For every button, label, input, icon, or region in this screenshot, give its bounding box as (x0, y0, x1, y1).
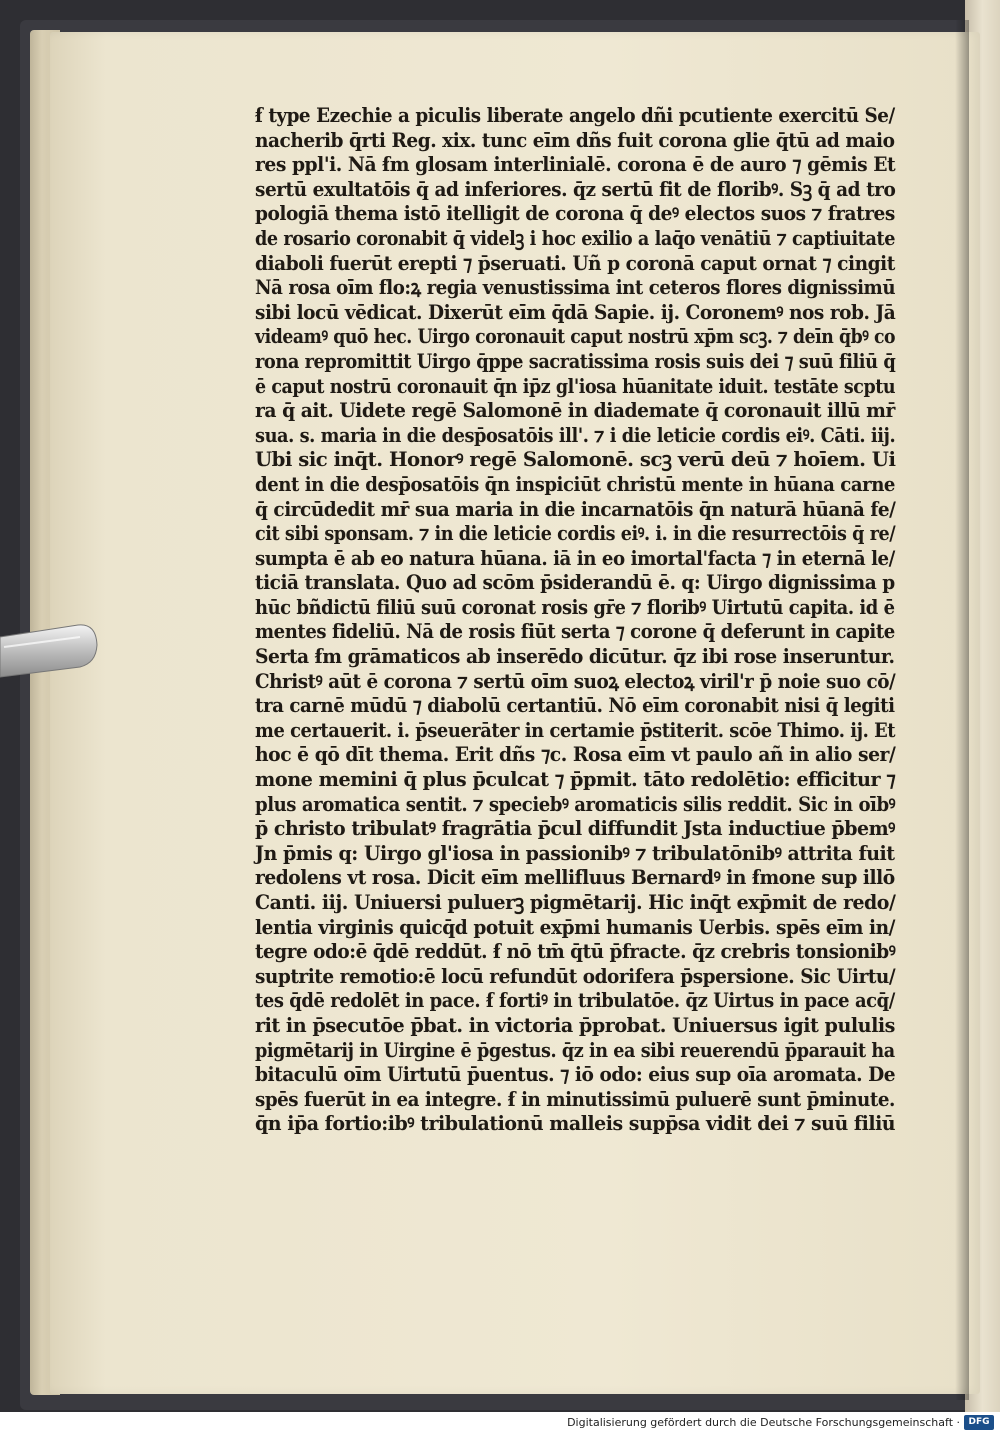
text-line: sua. s. maria in die desp̄osatōis ill'. ⁊ i die leticie cordis eiꝰ. Cāti. iij. (255, 422, 896, 447)
text-line: Christꝰ aūt ē corona ⁊ sertū oīm suoꝝ electoꝝ viril'r p̄ noie suo cō/ (255, 668, 896, 693)
printed-text-block (255, 103, 905, 1136)
text-line: videamꝰ quō hec. Uirgo coronauit caput nostrū xp̄m scꝫ. ⁊ deīn q̄bꝰ co (255, 324, 896, 349)
text-line: p̄ christo tribulatꝰ fragrātia p̄cul diffundit Jsta inductiue p̄bemꝰ (255, 816, 895, 841)
text-line: suptrite remotio:ē locū refundūt odorifera p̄spersione. Sic Uirtu/ (255, 963, 896, 988)
text-line: ra q̄ ait. Uidete regē Salomonē in diademate q̄ coronauit illū mr̄ (255, 398, 895, 423)
text-line: mone memini q̄ plus p̄culcat ⁊ p̄pmit. tāto redolētio: efficitur ⁊ (255, 767, 896, 792)
text-line: tra carnē mūdū ⁊ diabolū certantiū. Nō eīm coronabit nisi q̄ legiti (255, 693, 895, 718)
text-line: Nā rosa oīm flo:ꝝ regia venustissima int ceteros flores dignissimū (255, 275, 896, 300)
text-line: sertū exultatōis q̄ ad inferiores. q̄z sertū fit de floribꝰ. Sꝫ q̄ ad tro (255, 176, 896, 201)
text-line: ticiā translata. Quo ad scōm p̄siderandū ē. q: Uirgo dignissima p (255, 570, 895, 595)
text-line: tes q̄dē redolēt in pace. ẜ fortiꝰ in tribulatōe. q̄z Uirtus in pace acq̄/ (255, 988, 895, 1013)
text-line: sibi locū vēdicat. Dixerūt eīm q̄dā Sapie. ij. Coronemꝰ nos rob. Jā (255, 299, 896, 324)
page-clip-icon (0, 617, 98, 679)
text-line: bitaculū oīm Uirtutū p̄uentus. ⁊ iō odo: eius sup oīa aromata. De (255, 1062, 896, 1087)
text-line: mentes fideliū. Nā de rosis fiūt serta ⁊ corone q̄ deferunt in capite (255, 619, 895, 644)
text-line: res ppl'i. Nā ẜm glosam interlinialē. corona ē de auro ⁊ gēmis Et (255, 152, 896, 177)
text-line: rit in p̄secutōe p̄bat. in victoria p̄probat. Uniuersus igit pululis (255, 1012, 895, 1037)
text-line: lentia virginis quicq̄d potuit exp̄mi humanis Uerbis. spēs eīm in/ (255, 914, 895, 939)
text-line: de rosario coronabit q̄ videlꝫ i hoc exilio a laq̄o venātiū ⁊ captiuitate (255, 225, 895, 250)
text-line: q̄n ip̄a fortio:ibꝰ tribulationū malleis supp̄sa vidit dei ⁊ suū filiū (255, 1111, 896, 1136)
dfg-logo-icon: DFG (964, 1415, 994, 1430)
text-line: spēs fuerūt in ea integre. ẜ in minutissimū puluerē sunt p̄minute. (255, 1086, 895, 1111)
text-line: hoc ē qō dīt thema. Erit dñs ⁊c. Rosa eīm vt paulo añ in alio ser/ (255, 742, 896, 767)
text-line: hūc bñdictū filiū suū coronat rosis gr̄e ⁊ floribꝰ Uirtutū capita. id ē (255, 594, 895, 619)
text-line: diaboli fuerūt erepti ⁊ p̄seruati. Uñ p coronā caput ornat ⁊ cingit (255, 250, 895, 275)
text-line: ẜ type Ezechie a piculis liberate angelo dñi pcutiente exercitū Se/ (255, 103, 895, 127)
text-line: Serta ẜm grāmaticos ab inserēdo dicūtur. q̄z ibi rose inseruntur. (255, 644, 895, 669)
gutter-shadow (955, 20, 969, 1400)
text-line: Canti. iij. Uniuersi puluerꝫ pigmētarij. Hic inq̄t exp̄mit de redo/ (255, 890, 896, 914)
footer-bar (0, 1412, 1000, 1435)
text-line: nacherib q̄rti Reg. xix. tunc eīm dñs fuit corona glie q̄tū ad maio (255, 127, 895, 152)
text-line: pigmētarij in Uirgine ē p̄gestus. q̄z in ea sibi reuerendū p̄parauit ha (255, 1037, 895, 1062)
text-line: pologiā thema istō itelligit de corona q̄ deꝰ electos suos ⁊ fratres (255, 201, 895, 226)
text-line: dent in die desp̄osatōis q̄n inspiciūt christū mente in hūana carne (255, 471, 895, 496)
text-line: Ubi sic inq̄t. Honorꝰ regē Salomonē. scꝫ verū deū ⁊ hoīem. Ui (255, 447, 896, 472)
text-line: sumpta ē ab eo natura hūana. iā in eo imortal'facta ⁊ in eternā le/ (255, 545, 895, 570)
text-line: me certauerit. i. p̄seuerāter in certamie p̄stiterit. scōe Thimo. ij. Et (255, 717, 896, 742)
text-line: cit sibi sponsam. ⁊ in die leticie cordis eiꝰ. i. in die resurrectōis q̄ re/ (255, 521, 896, 546)
text-line: tegre odo:ē q̄dē reddūt. ẜ nō tm̄ q̄tū p̄fracte. q̄z crebris tonsionibꝰ (255, 939, 896, 964)
text-line: redolens vt rosa. Dicit eīm mellifluus Bernardꝰ in ẜmone sup illō (255, 865, 895, 890)
footer-credit: Digitalisierung gefördert durch die Deutsche Forschungsgemeinschaft · (567, 1416, 960, 1429)
text-line: rona repromittit Uirgo q̄ppe sacratissima rosis suis dei ⁊ suū filiū q̄ (255, 348, 896, 373)
text-line: plus aromatica sentit. ⁊ speciebꝰ aromaticis silis reddit. Sic in oībꝰ (255, 791, 896, 816)
text-line: q̄ circūdedit mr̄ sua maria in die incarnatōis q̄n naturā hūanā fe/ (255, 496, 896, 521)
text-line: Jn p̄mis q: Uirgo gl'iosa in passionibꝰ ⁊ tribulatōnibꝰ attrita fuit (255, 840, 895, 865)
text-line: ē caput nostrū coronauit q̄n ip̄z gl'iosa hūanitate iduit. testāte scptu (255, 373, 896, 398)
